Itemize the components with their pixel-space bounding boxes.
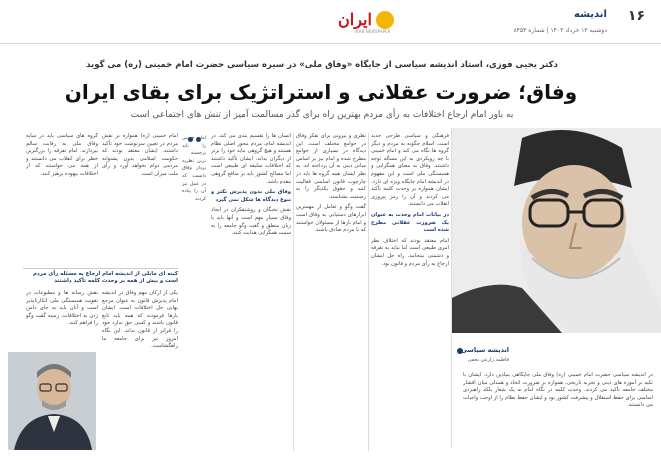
strip-body-text: در اندیشه سیاسی حضرت امام خمینی (ره) وفاق ملی جایگاهی بنیادین دارد. ایشان با تکیه بر آموزه های دینی و تجربه تاریخی، همواره بر ضرورت اتحاد و همدلی میان اقشار مختلف جامعه تأکید می کردند. وحدت کلمه در نگاه امام نه یک شعار بلکه راهبردی اساسی برای حفظ استقلال و پیشرفت کشور بود و ایشان حفظ نظام را از اوجب واجبات می دانستند.	[463, 372, 653, 409]
article-column-1	[371, 133, 449, 451]
column-divider	[451, 128, 452, 448]
article-title: وفاق؛ ضرورت عقلانی و استراتژیک برای بقای ایران	[64, 80, 578, 104]
column-divider	[368, 133, 369, 451]
pull-quote: کینه ای مایلی از اندیشه امام ارجاع به مسئله رأی مردم است و بیش از همه بر وحدت کلمه تأکید داشتند	[23, 268, 178, 290]
column-text: نقش رسانه ها و مطبوعات در تقویت همبستگی ملی انکارناپذیر است و آنان باید به جای دامن زدن به اختلافات، زمینه گفت وگو را فراهم کنند.	[26, 290, 98, 327]
logo-sun-icon	[376, 11, 394, 29]
article-column-4	[182, 135, 206, 395]
column-quote: وفاق ملی بدون پذیرش تکثر و تنوع دیدگاه ها شکل نمی گیرد	[211, 189, 291, 203]
column-text: نظری و بیرونی برای تفکر وفاق در جوامع مختلف است. این دیدگاه در بسیاری از جوامع مطرح شده و امام نیز بر اساس مبانی دینی به آن پرداخته اند. به نظر ایشان همه گروه ها باید در چارچوب قانون اساسی فعالیت کنند و حقوق یکدیگر را به رسمیت بشناسند.	[296, 133, 366, 200]
column-text: یکی از ارکان مهم وفاق در اندیشه امام پذیرش قانون به عنوان مرجع نهایی حل اختلافات است. ایشان بارها فرمودند که همه باید تابع قانون باشند و کسی حق ندارد خود را فراتر از قانون بداند. این نگاه امروز نیز برای جامعه ما راهگشاست.	[102, 290, 178, 350]
article-column-6	[26, 133, 98, 263]
column-text: نقش نخبگان و روشنفکران در ایجاد وفاق بسیار مهم است و آنها باید با زبان منطق و گفت وگو جامعه را به سمت همگرایی هدایت کنند.	[211, 207, 291, 237]
column-text: گروه های سیاسی باید در سایه وفاق ملی به رقابت سالم بپردازند. امام تفرقه را بزرگترین خطر برای انقلاب می دانستند و از همه می خواستند که از اختلافات بیهوده پرهیز کنند.	[26, 133, 98, 177]
article-kicker: دکتر یحیی فوزی، استاد اندیشه سیاسی از جایگاه «وفاق ملی» در سیره سیاسی حضرت امام خمینی (ره) می گوید	[86, 60, 558, 70]
hero-portrait	[452, 128, 661, 333]
page-number: ۱۶	[627, 8, 645, 24]
logo-text: ایران	[338, 10, 372, 29]
article-column-2	[296, 133, 366, 451]
article-column-5	[102, 133, 178, 263]
column-text: انسان ها را تقسیم بندی می کند. در اندیشه امام، مردم محور اصلی نظام هستند و هیچ گروهی نباید خود را برتر از دیگران بداند. ایشان تأکید داشتند که اختلافات سلیقه ای طبیعی است اما مصالح کشور باید بر منافع گروهی مقدم باشد.	[211, 133, 291, 185]
person-illustration	[8, 352, 96, 450]
article-subtitle: به باور امام ارجاع اختلافات به رأی مردم بهترین راه برای گذر مسالمت آمیز از تنش های اجتماعی است	[130, 110, 514, 120]
column-divider	[293, 133, 294, 451]
strip-author: فاطمه زارعی نجفی	[467, 357, 509, 363]
page-header	[0, 0, 661, 44]
article-column-7	[102, 290, 178, 450]
section-title: اندیشه	[574, 9, 607, 20]
column-text: امام خمینی (ره) همواره بر نقش مردم در تعیین سرنوشت خود تأکید داشتند. ایشان معتقد بودند که حکومت اسلامی بدون پشتوانه مردمی دوام نخواهد آورد و رأی ملت میزان است.	[102, 133, 178, 177]
interviewee-photo	[8, 352, 96, 450]
portrait-illustration	[452, 128, 661, 333]
issue-info: دوشنبه ۱۳ خرداد ۱۴۰۳ | شماره ۸۴۵۳	[513, 27, 607, 34]
column-text: گفت وگو و تعامل از مهمترین ابزارهای دستیابی به وفاق است و امام بارها از مسئولان خواستند که با مردم صادق باشند.	[296, 204, 366, 234]
column-quote: در بیانات امام وحدت به عنوان یک ضرورت عقلانی مطرح شده است	[371, 211, 449, 234]
column-text: امام خمینی را باید برجسته ترین نظریه پرداز وفاق دانست که در عمل نیز آن را پیاده کردند	[182, 136, 206, 202]
logo-subtitle: IRAN NEWSPAPER	[355, 29, 391, 34]
column-text: فرهنگی و سیاسی طرحی جدید است. اسلام چگونه به مردم و دیگر گروه ها نگاه می کند و امام خمینی با چه رویکردی به این مسأله توجه داشتند. وفاق به معنای همگرایی و همبستگی ملی است و این مفهوم در اندیشه امام جایگاه ویژه ای دارد. ایشان همواره بر وحدت کلمه تأکید می کردند و آن را رمز پیروزی انقلاب می دانستند.	[371, 133, 449, 208]
article-column-3	[211, 133, 291, 451]
column-text: امام معتقد بودند که اختلاف نظر امری طبیعی است اما نباید به تفرقه و دشمنی بینجامد. راه حل ایشان ارجاع به رأی مردم و قانون بود.	[371, 237, 449, 267]
strip-section-label: اندیشه سیاسی	[460, 346, 509, 354]
newspaper-logo	[338, 10, 394, 29]
